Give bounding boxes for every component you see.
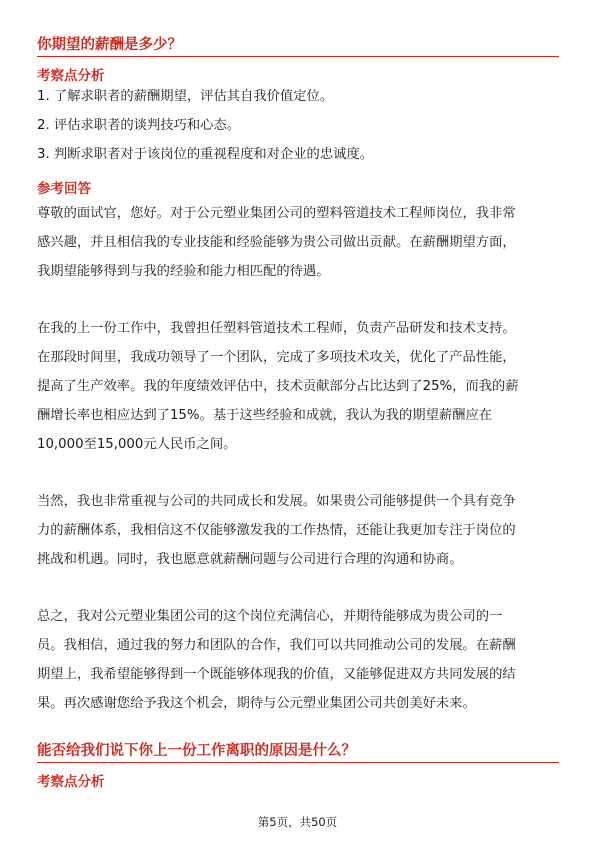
answer-line: 员。我相信，通过我的努力和团队的合作，我们可以共同推动公司的发展。在薪酬 xyxy=(37,638,516,653)
page-number: 第5页，共50页 xyxy=(257,815,338,829)
answer-line: 期望上，我希望能够得到一个既能够体现我的价值，又能够促进双方共同发展的结 xyxy=(37,667,516,682)
analysis-heading: 考察点分析 xyxy=(37,774,105,790)
answer-line: 在那段时间里，我成功领导了一个团队，完成了多项技术攻关，优化了产品性能， xyxy=(37,350,516,365)
answer-line: 挑战和机遇。同时，我也愿意就薪酬问题与公司进行合理的沟通和协商。 xyxy=(37,552,463,567)
question-title: 能否给我们说下你上一份工作离职的原因是什么？ xyxy=(37,743,356,759)
analysis-point: 1. 了解求职者的薪酬期望，评估其自我价值定位。 xyxy=(37,89,334,104)
analysis-point: 3. 判断求职者对于该岗位的重视程度和对企业的忠诚度。 xyxy=(37,147,374,162)
answer-heading: 参考回答 xyxy=(37,181,91,197)
analysis-point: 2. 评估求职者的谈判技巧和心态。 xyxy=(37,118,241,133)
answer-line: 力的薪酬体系，我相信这不仅能够激发我的工作热情，还能让我更加专注于岗位的 xyxy=(37,523,516,538)
analysis-heading: 考察点分析 xyxy=(37,68,105,84)
answer-line: 总之，我对公元塑业集团公司的这个岗位充满信心，并期待能够成为贵公司的一 xyxy=(37,609,503,624)
answer-line: 我期望能够得到与我的经验和能力相匹配的待遇。 xyxy=(37,264,330,279)
divider xyxy=(37,56,559,57)
answer-line: 感兴趣，并且相信我的专业技能和经验能够为贵公司做出贡献。在薪酬期望方面， xyxy=(37,235,516,250)
answer-line: 在我的上一份工作中，我曾担任塑料管道技术工程师，负责产品研发和技术支持。 xyxy=(37,321,516,336)
answer-line: 当然，我也非常重视与公司的共同成长和发展。如果贵公司能够提供一个具有竞争 xyxy=(37,494,516,509)
answer-line: 10,000至15,000元人民币之间。 xyxy=(37,437,237,452)
question-title: 你期望的薪酬是多少？ xyxy=(37,37,182,53)
answer-line: 酬增长率也相应达到了15%。基于这些经验和成就，我认为我的期望薪酬应在 xyxy=(37,408,493,423)
answer-line: 果。再次感谢您给予我这个机会，期待与公元塑业集团公司共创美好未来。 xyxy=(37,696,476,711)
divider xyxy=(37,762,559,763)
answer-line: 尊敬的面试官，您好。对于公元塑业集团公司的塑料管道技术工程师岗位，我非常 xyxy=(37,206,516,221)
answer-line: 提高了生产效率。我的年度绩效评估中，技术贡献部分占比达到了25%，而我的薪 xyxy=(37,379,519,394)
